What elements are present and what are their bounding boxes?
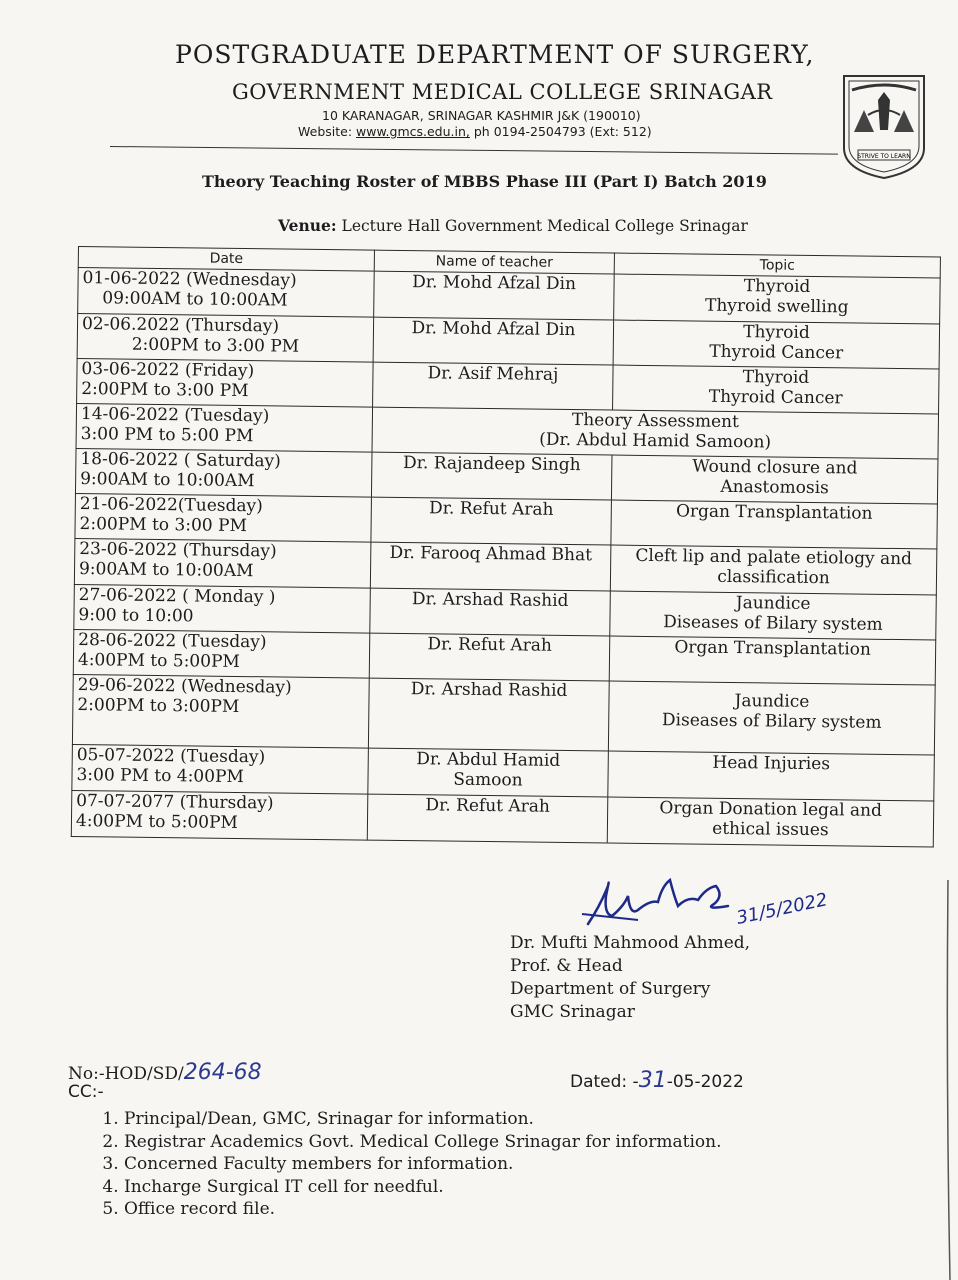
website-link[interactable]: www.gmcs.edu.in, (356, 124, 470, 139)
list-item: 2. Registrar Academics Govt. Medical College Srinagar for information. (124, 1131, 722, 1154)
topic-cell (614, 274, 941, 324)
topic-line: ethical issues (712, 818, 829, 841)
header-date: Date (78, 247, 374, 272)
topic-cell (613, 365, 940, 414)
phone-text: ph 0194-2504793 (Ext: 512) (473, 124, 652, 139)
teacher-cell: Dr. Arshad Rashid (370, 588, 611, 636)
time-text: 9:00 to 10:00 (78, 605, 194, 627)
table-row (71, 790, 933, 847)
website-label: Website: (298, 124, 353, 139)
topic-line: Head Injuries (712, 752, 831, 775)
topic-cell (611, 455, 938, 504)
page-edge-mark (944, 880, 952, 1280)
topic-line: Diseases of Bilary system (661, 710, 882, 733)
header-divider (110, 146, 838, 155)
topic-line: Thyroid Cancer (709, 341, 844, 364)
time-text: 2:00PM to 3:00PM (77, 695, 240, 718)
teacher-cell: Dr. Farooq Ahmad Bhat (370, 542, 611, 591)
topic-cell (609, 636, 936, 685)
date-cell (75, 448, 372, 497)
date-cell (76, 403, 373, 452)
time-text: 3:00 PM to 5:00 PM (80, 424, 254, 447)
date-cell (72, 674, 369, 748)
list-item: 4. Incharge Surgical IT cell for needful. (124, 1176, 722, 1199)
topic-line: Cleft lip and palate etiology and (635, 545, 913, 570)
header-teacher: Name of teacher (374, 250, 614, 274)
time-text: 9:00AM to 10:00AM (80, 469, 255, 492)
date-cell (75, 493, 372, 542)
date-text: 29-06-2022 (Wednesday) (77, 675, 292, 698)
topic-line: Anastomosis (720, 476, 829, 499)
assessment-title: Theory Assessment (571, 410, 739, 433)
venue-label: Venue: (278, 216, 337, 235)
signatory-name: Dr. Mufti Mahmood Ahmed, (510, 933, 751, 953)
topic-line: classification (717, 566, 830, 589)
topic-cell (607, 797, 934, 847)
topic-cell (613, 320, 940, 369)
date-text: 03-06-2022 (Friday) (81, 359, 255, 382)
date-text: 01-06-2022 (Wednesday) (82, 268, 297, 291)
reference-prefix: No:-HOD/SD/ (68, 1064, 184, 1084)
website-line (298, 124, 652, 139)
dated-rest: -05-2022 (666, 1072, 744, 1092)
date-text: 23-06-2022 (Thursday) (79, 539, 277, 562)
college-seal-logo (838, 70, 930, 180)
date-text: 05-07-2022 (Tuesday) (76, 745, 266, 768)
topic-line: Diseases of Bilary system (663, 612, 883, 635)
date-text: 27-06-2022 ( Monday ) (78, 585, 276, 608)
handwritten-signature (578, 866, 848, 936)
assessment-cell (372, 407, 939, 459)
teacher-cell: Dr. Refut Arah (367, 794, 608, 843)
date-text: 14-06-2022 (Tuesday) (80, 404, 270, 427)
signatory-department: Department of Surgery (510, 979, 711, 999)
topic-cell (610, 591, 937, 640)
date-cell (74, 584, 371, 633)
teacher-cell: Dr. Refut Arah (371, 497, 612, 545)
date-cell (74, 538, 371, 588)
topic-line: Jaundice (734, 691, 810, 712)
time-text: 3:00 PM to 4:00PM (76, 765, 244, 788)
topic-line: Thyroid swelling (704, 295, 849, 318)
topic-cell (611, 500, 938, 549)
list-item: 5. Office record file. (124, 1198, 722, 1221)
topic-line: Organ Donation legal and (659, 798, 883, 821)
date-cell (71, 790, 368, 840)
time-text: 9:00AM to 10:00AM (78, 559, 254, 582)
topic-line: Wound closure and (692, 456, 858, 479)
signatory-institution: GMC Srinagar (510, 1002, 635, 1022)
teacher-cell: Dr. Arshad Rashid (368, 678, 609, 751)
assessment-examiner: (Dr. Abdul Hamid Samoon) (539, 429, 772, 453)
seal-motto: STRIVE TO LEARN (857, 153, 911, 160)
list-item: 3. Concerned Faculty members for information. (124, 1153, 722, 1176)
roster-title: Theory Teaching Roster of MBBS Phase III (Part I) Batch 2019 (202, 172, 767, 191)
topic-cell (610, 545, 937, 595)
topic-line: Thyroid (743, 322, 810, 343)
roster-table (71, 246, 941, 847)
time-text: 4:00PM to 5:00PM (77, 650, 240, 673)
topic-line: Thyroid (742, 367, 810, 388)
date-cell (78, 268, 375, 318)
teacher-cell (368, 748, 609, 797)
reference-handwritten-number: 264-68 (183, 1060, 262, 1085)
topic-cell (608, 681, 935, 755)
date-text: 07-07-2077 (Thursday) (76, 791, 274, 814)
address-line: 10 KARANAGAR, SRINAGAR KASHMIR J&K (190010) (322, 108, 641, 123)
date-text: 18-06-2022 ( Saturday) (80, 449, 281, 472)
date-text: 28-06-2022 (Tuesday) (78, 630, 267, 653)
date-cell (72, 744, 369, 794)
time-text: 2:00PM to 3:00 PM (81, 379, 249, 402)
topic-line: Organ Transplantation (674, 637, 872, 660)
teacher-name: Dr. Abdul Hamid Samoon (416, 749, 561, 791)
teacher-cell: Dr. Refut Arah (369, 633, 610, 681)
date-cell (77, 314, 374, 363)
cc-label: CC:- (68, 1082, 104, 1102)
topic-cell (608, 751, 935, 801)
time-text: 09:00AM to 10:00AM (102, 288, 288, 311)
list-item: 1. Principal/Dean, GMC, Srinagar for information. (124, 1108, 722, 1131)
header-topic: Topic (614, 253, 940, 278)
dated-label: Dated: - (570, 1072, 639, 1092)
college-heading: GOVERNMENT MEDICAL COLLEGE SRINAGAR (232, 80, 773, 104)
teacher-cell: Dr. Mohd Afzal Din (374, 271, 615, 320)
venue-line (278, 216, 748, 235)
table-row (72, 674, 935, 755)
dated-handwritten-day: 31 (638, 1068, 667, 1093)
topic-line: Thyroid (743, 276, 811, 297)
topic-line: Jaundice (735, 593, 811, 614)
signatory-block (510, 932, 750, 1024)
department-heading: POSTGRADUATE DEPARTMENT OF SURGERY, (175, 40, 815, 69)
teacher-cell: Dr. Asif Mehraj (373, 362, 614, 410)
date-text: 02-06.2022 (Thursday) (81, 314, 280, 337)
signatory-designation: Prof. & Head (510, 956, 623, 976)
date-text: 21-06-2022(Tuesday) (79, 494, 263, 517)
topic-line: Organ Transplantation (675, 501, 873, 524)
cc-list (94, 1108, 722, 1221)
time-text: 2:00PM to 3:00 PM (131, 334, 300, 357)
teacher-cell: Dr. Rajandeep Singh (371, 452, 612, 500)
venue-text: Lecture Hall Government Medical College Srinagar (341, 217, 748, 235)
signature-date: 31/5/2022 (734, 889, 830, 929)
date-cell (73, 629, 370, 678)
time-text: 4:00PM to 5:00PM (75, 811, 239, 833)
dated-line (570, 1068, 744, 1093)
topic-line: Thyroid Cancer (708, 386, 843, 409)
teacher-cell: Dr. Mohd Afzal Din (373, 317, 614, 365)
time-text: 2:00PM to 3:00 PM (79, 514, 248, 537)
date-cell (77, 358, 374, 407)
